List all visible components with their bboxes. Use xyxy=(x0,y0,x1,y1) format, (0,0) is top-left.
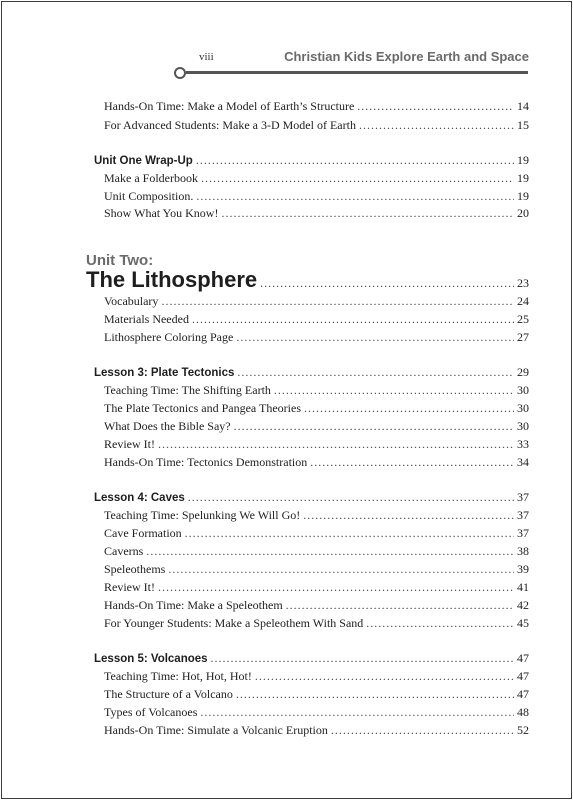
toc-entry-page: 33 xyxy=(517,437,529,451)
leader-dots xyxy=(161,294,514,308)
toc-entry[interactable] xyxy=(104,723,529,737)
toc-section-title: Lesson 5: Volcanoes xyxy=(94,653,208,665)
leader-dots xyxy=(200,705,514,719)
toc-entry-page: 39 xyxy=(517,562,529,576)
toc-entry[interactable] xyxy=(104,330,529,344)
toc-entry[interactable] xyxy=(104,508,529,522)
toc-section-entry[interactable] xyxy=(94,153,529,168)
toc-entry[interactable] xyxy=(104,206,529,220)
toc-entry[interactable] xyxy=(104,687,529,701)
toc-entry-title: Cave Formation xyxy=(104,526,182,540)
toc-entry-page: 20 xyxy=(517,206,529,220)
toc-entry-title: The Plate Tectonics and Pangea Theories xyxy=(104,401,301,415)
leader-dots xyxy=(168,562,514,576)
leader-dots xyxy=(236,687,514,701)
leader-dots xyxy=(359,118,514,132)
header-rule-circle xyxy=(174,67,186,79)
toc-entry-title: Types of Volcanoes xyxy=(104,705,198,719)
toc-entry[interactable] xyxy=(104,562,529,576)
leader-dots xyxy=(221,206,514,220)
leader-dots xyxy=(303,508,514,522)
toc-entry-page: 48 xyxy=(517,705,529,719)
leader-dots xyxy=(331,723,514,737)
toc-entry[interactable] xyxy=(104,669,529,683)
toc-entry-page: 37 xyxy=(517,508,529,522)
leader-dots xyxy=(188,490,514,504)
toc-entry-title: The Structure of a Volcano xyxy=(104,687,233,701)
toc-entry-title: Hands-On Time: Tectonics Demonstration xyxy=(104,455,308,469)
toc-entry-title: Lithosphere Coloring Page xyxy=(104,330,234,344)
toc-entry[interactable] xyxy=(104,99,529,113)
toc-entry[interactable] xyxy=(104,118,529,132)
toc-entry[interactable] xyxy=(104,419,529,433)
toc-entry[interactable] xyxy=(104,455,529,469)
toc-entry-page: 29 xyxy=(517,365,529,379)
toc-entry-page: 27 xyxy=(517,330,529,344)
toc-entry-page: 45 xyxy=(517,616,529,630)
toc-entry-page: 47 xyxy=(517,669,529,683)
toc-entry-page: 47 xyxy=(517,651,529,665)
page-number: viii xyxy=(199,51,214,63)
leader-dots xyxy=(357,99,514,113)
toc-entry-title: Caverns xyxy=(104,544,144,558)
leader-dots xyxy=(158,437,514,451)
toc-entry-page: 41 xyxy=(517,580,529,594)
toc-entry-title: Hands-On Time: Make a Speleothem xyxy=(104,598,283,612)
toc-entry-page: 30 xyxy=(517,419,529,433)
toc-entry[interactable] xyxy=(104,171,529,185)
toc-section-entry[interactable] xyxy=(94,365,529,380)
leader-dots xyxy=(146,544,514,558)
toc-entry[interactable] xyxy=(104,312,529,326)
toc-entry[interactable] xyxy=(104,544,529,558)
toc-entry-title: Hands-On Time: Make a Model of Earth’s Structure xyxy=(104,99,355,113)
leader-dots xyxy=(255,669,514,683)
toc-entry-page: 42 xyxy=(517,598,529,612)
toc-entry-title: Teaching Time: Spelunking We Will Go! xyxy=(104,508,301,522)
toc-entry-page: 19 xyxy=(517,153,529,167)
toc-entry[interactable] xyxy=(104,294,529,308)
toc-entry-page: 38 xyxy=(517,544,529,558)
leader-dots xyxy=(192,312,514,326)
toc-entry[interactable] xyxy=(104,189,529,203)
leader-dots xyxy=(201,171,514,185)
book-title: Christian Kids Explore Earth and Space xyxy=(284,49,529,64)
toc-section-title: Lesson 3: Plate Tectonics xyxy=(94,367,235,379)
leader-dots xyxy=(366,616,514,630)
toc-entry-title: For Younger Students: Make a Speleothem With Sand xyxy=(104,616,364,630)
toc-entry-title: Unit Composition. xyxy=(104,189,194,203)
leader-dots xyxy=(237,365,514,379)
toc-entry-page: 37 xyxy=(517,526,529,540)
leader-dots xyxy=(310,455,514,469)
toc-entry-title: What Does the Bible Say? xyxy=(104,419,231,433)
toc-section-title: Unit One Wrap-Up xyxy=(94,155,193,167)
toc-entry-page: 47 xyxy=(517,687,529,701)
toc-section-entry[interactable] xyxy=(94,651,529,666)
toc-entry-page: 24 xyxy=(517,294,529,308)
toc-entry-page: 37 xyxy=(517,490,529,504)
leader-dots xyxy=(158,580,514,594)
toc-entry-title: Review It! xyxy=(104,437,155,451)
leader-dots xyxy=(234,419,514,433)
leader-dots xyxy=(286,598,514,612)
toc-entry-title: Show What You Know! xyxy=(104,206,219,220)
leader-dots xyxy=(196,189,514,203)
toc-entry-page: 15 xyxy=(517,118,529,132)
toc-entry-page: 30 xyxy=(517,401,529,415)
toc-entry[interactable] xyxy=(104,526,529,540)
toc-entry-page: 52 xyxy=(517,723,529,737)
unit-title: The Lithosphere xyxy=(86,268,258,292)
unit-label: Unit Two: xyxy=(86,252,154,269)
toc-entry[interactable] xyxy=(104,383,529,397)
toc-entry[interactable] xyxy=(104,437,529,451)
toc-entry-page: 25 xyxy=(517,312,529,326)
toc-entry-title: Hands-On Time: Simulate a Volcanic Eruption xyxy=(104,723,328,737)
toc-entry-title: Teaching Time: Hot, Hot, Hot! xyxy=(104,669,252,683)
toc-entry-title: Materials Needed xyxy=(104,312,189,326)
toc-entry-page: 19 xyxy=(517,171,529,185)
toc-entry-title: Make a Folderbook xyxy=(104,171,198,185)
leader-dots xyxy=(236,330,514,344)
toc-entry-page: 23 xyxy=(517,276,529,290)
toc-section-entry[interactable] xyxy=(94,490,529,505)
leader-dots xyxy=(274,383,514,397)
toc-entry-title: Review It! xyxy=(104,580,155,594)
toc-entry[interactable] xyxy=(104,616,529,630)
toc-entry-page: 30 xyxy=(517,383,529,397)
toc-entry[interactable] xyxy=(104,598,529,612)
toc-entry-title: Vocabulary xyxy=(104,294,159,308)
leader-dots xyxy=(211,651,514,665)
toc-entry[interactable] xyxy=(104,580,529,594)
toc-unit-entry[interactable] xyxy=(86,268,529,292)
toc-entry-page: 14 xyxy=(517,99,529,113)
header-rule-line xyxy=(186,71,528,74)
running-header xyxy=(0,49,573,69)
leader-dots xyxy=(185,526,514,540)
toc-entry-title: For Advanced Students: Make a 3-D Model of Earth xyxy=(104,118,356,132)
leader-dots xyxy=(304,401,514,415)
toc-entry-page: 34 xyxy=(517,455,529,469)
toc-entry-title: Speleothems xyxy=(104,562,166,576)
toc-entry-title: Teaching Time: The Shifting Earth xyxy=(104,383,271,397)
leader-dots xyxy=(260,276,514,290)
toc-entry-page: 19 xyxy=(517,189,529,203)
toc-section-title: Lesson 4: Caves xyxy=(94,492,185,504)
toc-entry[interactable] xyxy=(104,705,529,719)
leader-dots xyxy=(196,153,514,167)
toc-entry[interactable] xyxy=(104,401,529,415)
